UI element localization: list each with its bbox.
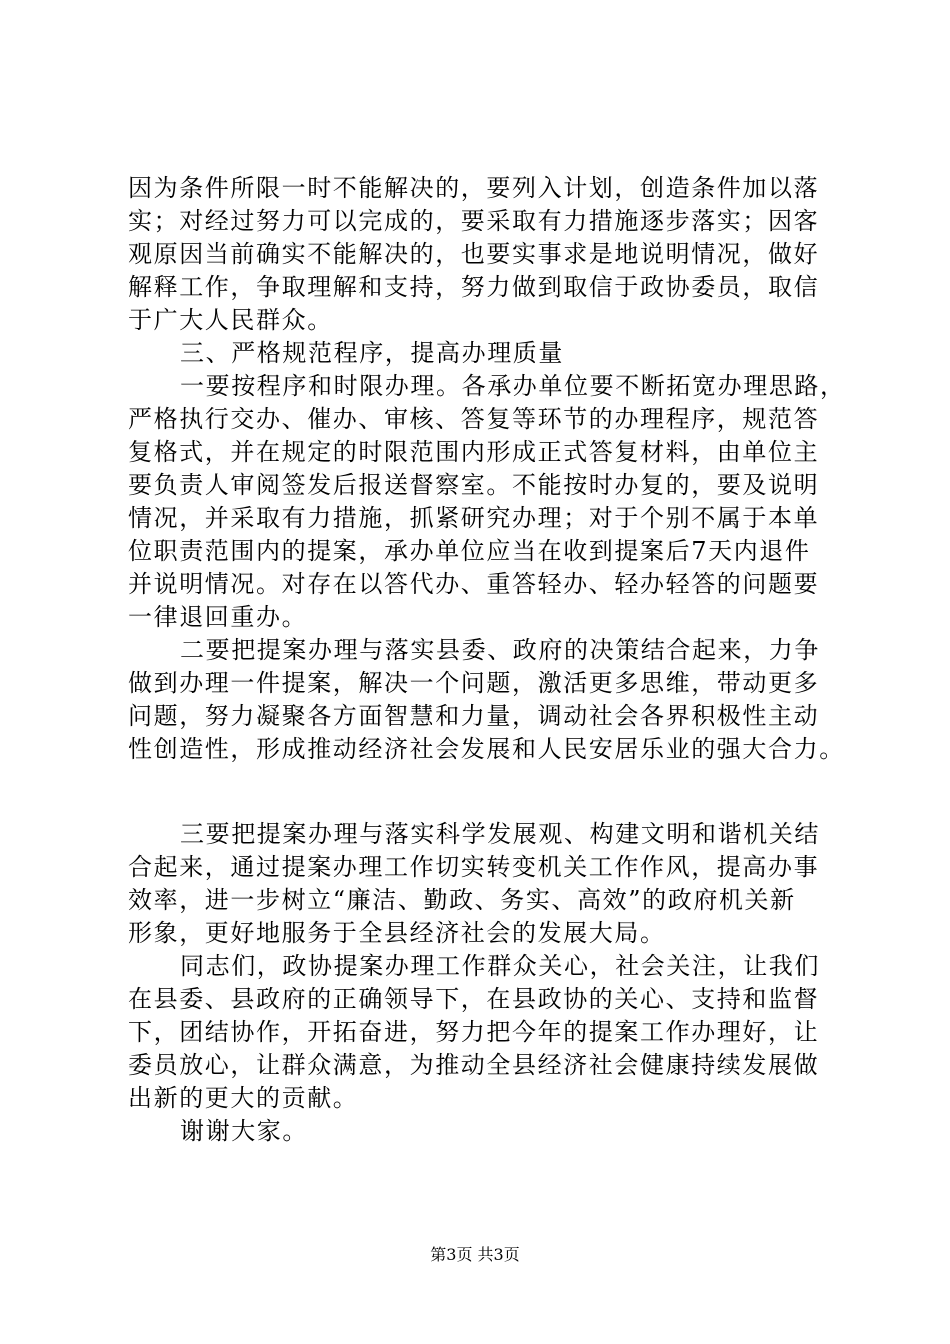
text-line: 二要把提案办理与落实县委、政府的决策结合起来，力争 <box>180 636 820 664</box>
text-line: 因为条件所限一时不能解决的，要列入计划，创造条件加以落 <box>128 174 820 202</box>
paragraph-6 <box>128 950 828 1115</box>
page-footer: 第3页 共3页 <box>430 1245 520 1264</box>
closing-line: 谢谢大家。 <box>180 1117 308 1145</box>
text-line: 位职责范围内的提案，承办单位应当在收到提案后7天内退件 <box>128 537 811 565</box>
text-line: 情况，并采取有力措施，抓紧研究办理；对于个别不属于本单 <box>128 504 820 532</box>
paragraph-5 <box>128 818 828 950</box>
paragraph-4 <box>128 634 845 766</box>
text-line: 解释工作，争取理解和支持，努力做到取信于政协委员，取信 <box>128 273 820 301</box>
text-line: 要负责人审阅签发后报送督察室。不能按时办复的，要及说明 <box>128 471 820 499</box>
text-line: 委员放心，让群众满意，为推动全县经济社会健康持续发展做 <box>128 1051 820 1079</box>
text-line: 复格式，并在规定的时限范围内形成正式答复材料，由单位主 <box>128 438 820 466</box>
section-heading-text: 三、严格规范程序，提高办理质量 <box>180 339 564 367</box>
text-line: 同志们，政协提案办理工作群众关心，社会关注，让我们 <box>180 952 820 980</box>
text-line: 效率，进一步树立“廉洁、勤政、务实、高效”的政府机关新 <box>128 886 796 914</box>
text-line: 一律退回重办。 <box>128 603 308 631</box>
text-line: 观原因当前确实不能解决的，也要实事求是地说明情况，做好 <box>128 240 820 268</box>
text-line: 问题，努力凝聚各方面智慧和力量，调动社会各界积极性主动 <box>128 702 820 730</box>
text-line: 三要把提案办理与落实科学发展观、构建文明和谐机关结 <box>180 820 820 848</box>
paragraph-1 <box>128 172 828 337</box>
text-line: 在县委、县政府的正确领导下，在县政协的关心、支持和监督 <box>128 985 820 1013</box>
text-line: 于广大人民群众。 <box>128 306 333 334</box>
text-line: 形象，更好地服务于全县经济社会的发展大局。 <box>128 919 666 947</box>
text-line: 性创造性，形成推动经济社会发展和人民安居乐业的强大合力。 <box>128 735 845 763</box>
text-line: 出新的更大的贡献。 <box>128 1084 359 1112</box>
paragraph-3 <box>128 370 846 634</box>
closing-paragraph <box>128 1115 828 1148</box>
text-line: 并说明情况。对存在以答代办、重答轻办、轻办轻答的问题要 <box>128 570 820 598</box>
text-line: 下，团结协作，开拓奋进，努力把今年的提案工作办理好，让 <box>128 1018 820 1046</box>
text-line: 严格执行交办、催办、审核、答复等环节的办理程序，规范答 <box>128 405 820 433</box>
text-line: 实；对经过努力可以完成的，要采取有力措施逐步落实；因客 <box>128 207 820 235</box>
document-body <box>128 172 846 1148</box>
paragraph-gap <box>128 766 828 818</box>
text-line: 一要按程序和时限办理。各承办单位要不断拓宽办理思路， <box>180 372 846 400</box>
section-heading <box>128 337 828 370</box>
text-line: 合起来，通过提案办理工作切实转变机关工作作风，提高办事 <box>128 853 820 881</box>
text-line: 做到办理一件提案，解决一个问题，激活更多思维，带动更多 <box>128 669 820 697</box>
